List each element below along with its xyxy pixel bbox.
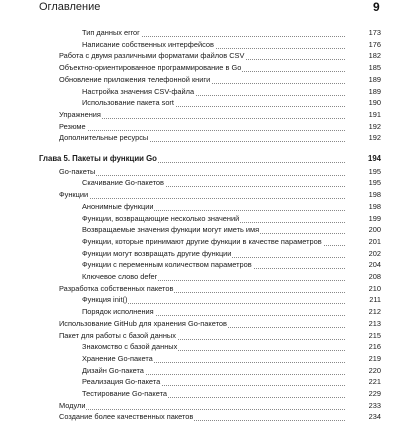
toc-entry-label: Дизайн Go-пакета: [82, 365, 144, 375]
toc-entry-page: 190: [345, 96, 381, 109]
toc-entry-label: Функции, возвращающие несколько значений: [82, 213, 240, 223]
toc-entry-label: Функции с переменным количеством параметров: [82, 260, 252, 270]
toc-entry-label: Модули: [59, 400, 86, 410]
toc-entry-page: 210: [345, 282, 381, 295]
toc-entry-page: 220: [345, 364, 381, 377]
toc-entry-label: Функция init(): [82, 295, 128, 305]
toc-entry-label: Анонимные функции: [82, 201, 154, 211]
toc-entry-page: 202: [345, 247, 381, 260]
toc-entry-page: 189: [345, 85, 381, 98]
toc-entry-label: Использование пакета sort: [82, 98, 174, 108]
toc-entry-page: 189: [345, 73, 381, 86]
toc-entry-page: 201: [345, 235, 381, 248]
toc-entry-label: Использование GitHub для хранения Go-пакетов: [59, 318, 227, 328]
toc-entry-page: 219: [345, 352, 381, 365]
toc-entry-page: 221: [345, 375, 381, 388]
toc-chapter-row: [0, 152, 381, 165]
toc-entry-page: 234: [345, 410, 381, 423]
toc-entry-label: Функции могут возвращать другие функции: [82, 248, 232, 258]
toc-entry-label: Объектно-ориентированное программирование в Go: [59, 63, 242, 73]
toc-entry-page: 198: [345, 200, 381, 213]
toc-entry-label: Пакет для работы с базой данных: [59, 330, 176, 340]
toc-entry-label: Возвращаемые значения функции могут иметь имя: [82, 225, 260, 235]
toc-entry-page: 185: [345, 61, 381, 74]
toc-entry-label: Функции: [59, 190, 89, 200]
toc-entry-label: Дополнительные ресурсы: [59, 133, 149, 143]
toc-entry-page: 195: [345, 176, 381, 189]
toc-entry-label: Тестирование Go-пакета: [82, 389, 167, 398]
toc-entry-label: Скачивание Go-пакетов: [82, 178, 164, 188]
toc-entry-row: [0, 410, 381, 423]
toc-entry-label: Написание собственных интерфейсов: [82, 39, 214, 49]
toc-entry-page: 212: [345, 305, 381, 318]
toc-entry-page: 191: [345, 108, 381, 121]
toc-entry-page: 192: [345, 131, 381, 144]
toc-entry-page: 204: [345, 258, 381, 271]
toc-entry-label: Go-пакеты: [59, 166, 96, 176]
page-header: [0, 0, 420, 20]
toc-entry-page: 176: [345, 38, 381, 51]
toc-entry-label: Глава 5. Пакеты и функции Go: [39, 154, 157, 163]
toc-entry-page: 216: [345, 340, 381, 353]
toc-entry-page: 213: [345, 317, 381, 330]
toc-entry-page: 208: [345, 270, 381, 283]
toc-entry-page: 200: [345, 223, 381, 236]
toc-entry-label: Реализация Go-пакета: [82, 377, 161, 387]
toc-entry-page: 211: [345, 293, 381, 306]
toc-entry-label: Упражнения: [59, 109, 101, 119]
toc-entry-label: Хранение Go-пакета: [82, 353, 153, 363]
toc-entry-page: 229: [345, 387, 381, 400]
toc-entry-label: Обновление приложения телефонной книги: [59, 74, 211, 84]
toc-entry-page: 194: [345, 152, 381, 165]
toc-entry-label: Знакомство с базой данных: [82, 342, 178, 352]
toc-leader-dots: [59, 174, 367, 176]
toc-entry-page: 182: [345, 49, 381, 62]
toc-entry-label: Разработка собственных пакетов: [59, 283, 174, 293]
toc-entry-page: 198: [345, 188, 381, 201]
toc-leader-dots: [59, 129, 367, 131]
toc-entry-label: Порядок исполнения: [82, 307, 154, 317]
toc-entry-page: 215: [345, 329, 381, 342]
toc-entry-page: 195: [345, 165, 381, 178]
toc-entry-label: Тип данных error: [82, 28, 140, 37]
toc-entry-label: Резюме: [59, 121, 86, 131]
toc-entry-page: 173: [345, 26, 381, 39]
toc-entry-label: Ключевое слово defer: [82, 272, 158, 281]
toc-entry-page: 192: [345, 120, 381, 133]
toc-leader-dots: [59, 117, 367, 119]
toc-leader-dots: [59, 408, 367, 410]
toc-entry-label: Создание более качественных пакетов: [59, 412, 194, 422]
toc-entry-page: 233: [345, 399, 381, 412]
toc-entry-page: 199: [345, 212, 381, 225]
toc-entry-row: [0, 131, 381, 144]
toc-entry-label: Функции, которые принимают другие функции в качестве параметров: [82, 236, 322, 246]
running-header-title: Оглавление: [39, 1, 101, 13]
page-number: 9: [373, 0, 380, 14]
toc-entry-label: Работа с двумя различными форматами файлов CSV: [59, 51, 245, 61]
toc-leader-dots: [59, 197, 367, 199]
toc-entry-label: Настройка значения CSV-файла: [82, 86, 195, 96]
